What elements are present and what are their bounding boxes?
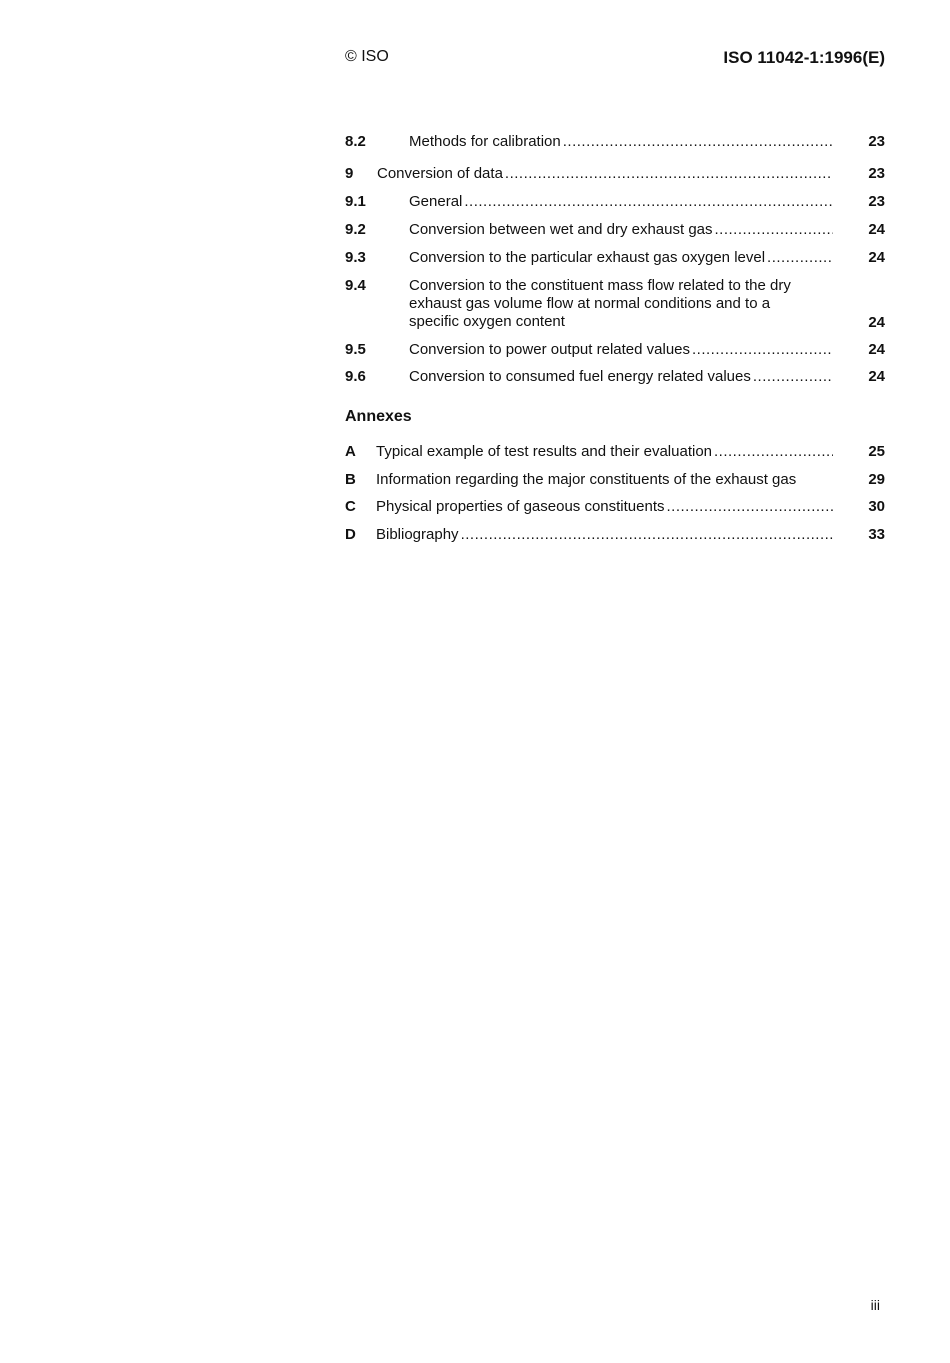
annex-letter: B xyxy=(345,471,356,488)
annexes-heading: Annexes xyxy=(345,408,412,425)
toc-title-line-3: specific oxygen content xyxy=(409,313,565,330)
toc-title: Methods for calibration ..... xyxy=(409,133,833,151)
annex-title: Information regarding the major constituents of the exhaust gas xyxy=(376,471,797,488)
toc-title: Conversion to consumed fuel energy related values ..... xyxy=(409,368,833,386)
annex-page: 30 xyxy=(868,498,885,515)
header-standard-number: ISO 11042-1:1996(E) xyxy=(723,48,885,67)
toc-number: 9 xyxy=(345,165,354,182)
toc-title-line-2: exhaust gas volume flow at normal conditions and to a xyxy=(409,295,771,312)
toc-page: 23 xyxy=(868,165,885,182)
annex-title: Physical properties of gaseous constituents ..... xyxy=(376,498,833,516)
toc-page: 24 xyxy=(868,249,885,266)
annex-letter: A xyxy=(345,443,356,460)
toc-title-line-1: Conversion to the constituent mass flow related to the dry xyxy=(409,277,791,294)
annex-page: 25 xyxy=(868,443,885,460)
toc-number: 9.3 xyxy=(345,249,366,266)
toc-title: Conversion between wet and dry exhaust gas ..... xyxy=(409,221,833,239)
toc-title xyxy=(409,277,833,331)
toc-number: 9.2 xyxy=(345,221,366,238)
header-copyright: © ISO xyxy=(345,48,389,65)
toc-page: 24 xyxy=(868,221,885,238)
toc-title: Conversion of data ..... xyxy=(377,165,833,183)
page-number: iii xyxy=(870,1297,880,1313)
toc-number: 8.2 xyxy=(345,133,366,150)
annex-page: 29 xyxy=(868,471,885,488)
annex-title: Typical example of test results and their evaluation ..... xyxy=(376,443,833,461)
annex-title: Bibliography ..... xyxy=(376,526,833,544)
annex-letter: C xyxy=(345,498,356,515)
toc-page: 23 xyxy=(868,193,885,210)
toc-number: 9.1 xyxy=(345,193,366,210)
toc-title: Conversion to power output related values ..... xyxy=(409,341,833,359)
toc-page: 24 xyxy=(868,368,885,385)
toc-page: 23 xyxy=(868,133,885,150)
annex-page: 33 xyxy=(868,526,885,543)
toc-page: 24 xyxy=(868,341,885,358)
toc-number: 9.4 xyxy=(345,277,366,294)
toc-row-9-4[interactable] xyxy=(345,277,890,333)
toc-page: 24 xyxy=(868,314,885,331)
toc-title: General ..... xyxy=(409,193,833,211)
toc-number: 9.5 xyxy=(345,341,366,358)
toc-number: 9.6 xyxy=(345,368,366,385)
toc-title: Conversion to the particular exhaust gas oxygen level ..... xyxy=(409,249,833,267)
annex-letter: D xyxy=(345,526,356,543)
